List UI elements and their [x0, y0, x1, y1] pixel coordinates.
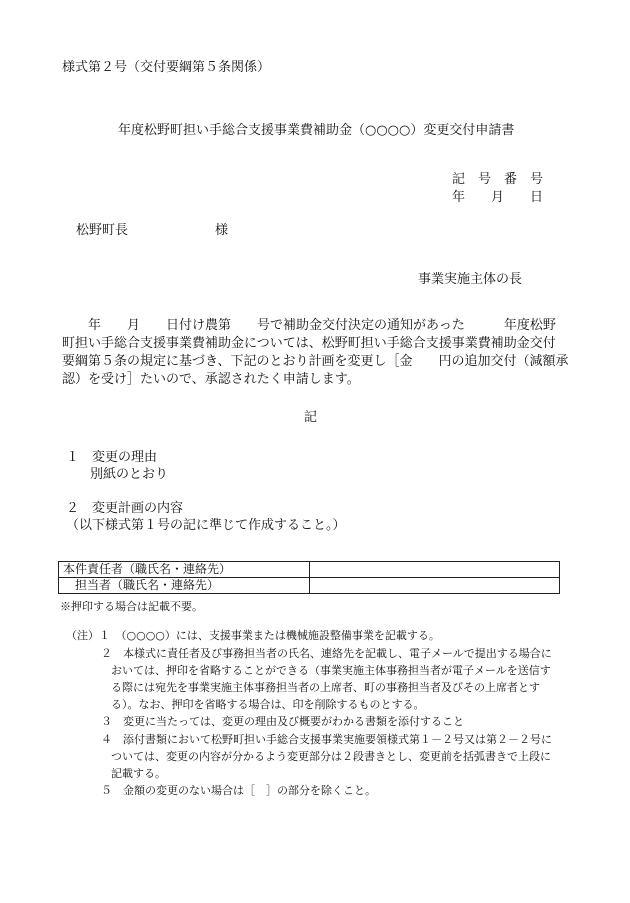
body-line-1: 年 月 日付け農第 号で補助金交付決定の通知があった 年度松野	[62, 318, 556, 333]
table-row	[59, 578, 560, 594]
responsible-person-value	[310, 562, 560, 578]
responsible-person-label: 本件責任者（職氏名・連絡先）	[59, 562, 310, 578]
note-2-line-1: ２ 本様式に責任者及び事務担当者の氏名、連絡先を記載し、電子メールで提出する場合に	[101, 647, 552, 660]
document-title: 年度松野町担い手総合支援事業費補助金（○○○○）変更交付申請書	[118, 123, 515, 138]
body-line-2: 町担い手総合支援事業費補助金については、松野町担い手総合支援事業費補助金交付	[62, 336, 556, 351]
table-row	[59, 562, 560, 578]
item2-title: ２ 変更計画の内容	[66, 501, 184, 516]
seal-note: ※押印する場合は記載不要。	[60, 600, 203, 613]
ki-heading: 記	[304, 410, 318, 425]
note-2-line-4: る）。なお、押印を省略する場合は、印を削除するものとする。	[111, 698, 425, 711]
staff-person-value	[310, 578, 560, 594]
addressee-honorific: 様	[215, 223, 229, 238]
item1-content: 別紙のとおり	[90, 467, 169, 482]
item1-title: １ 変更の理由	[66, 450, 158, 465]
body-line-4: 認）を受け］たいので、承認されたく申請します。	[62, 372, 360, 387]
note-5: ５ 金額の変更のない場合は［ ］の部分を除くこと。	[101, 784, 376, 797]
addressee-name: 松野町長	[76, 223, 129, 238]
item2-content: （以下様式第１号の記に準じて作成すること。）	[66, 518, 346, 533]
body-line-3: 要綱第５条の規定に基づき、下記のとおり計画を変更し［金 円の追加交付（減額承	[62, 354, 569, 369]
note-1: （注）１ （○○○○）には、支援事業または機械施設整備事業を記載する。	[66, 629, 440, 642]
note-2-line-2: おいては、押印を省略することができる（事業実施主体事務担当者が電子メールを送信す	[111, 664, 551, 677]
note-4-line-2: ついては、変更の内容が分かるよう変更部分は２段書きとし、変更前を括弧書きで上段に	[111, 750, 551, 763]
contact-table	[58, 561, 560, 594]
reference-number: 記 号 番 号	[452, 172, 544, 187]
staff-person-label: 担当者（職氏名・連絡先）	[59, 578, 310, 594]
note-4-line-3: 記載する。	[111, 767, 166, 780]
note-2-line-3: る際には宛先を事業実施主体事務担当者の上席者、町の事務担当者及びその上席者とす	[111, 681, 540, 694]
note-3: ３ 変更に当たっては、変更の理由及び概要がわかる書類を添付すること	[101, 715, 464, 728]
form-number: 様式第２号（交付要綱第５条関係）	[62, 60, 271, 75]
note-4-line-1: ４ 添付書類において松野町担い手総合支援事業実施要領様式第１－２号又は第２－２号に	[101, 733, 552, 746]
date-line: 年 月 日	[452, 190, 544, 205]
applicant-label: 事業実施主体の長	[418, 272, 523, 287]
